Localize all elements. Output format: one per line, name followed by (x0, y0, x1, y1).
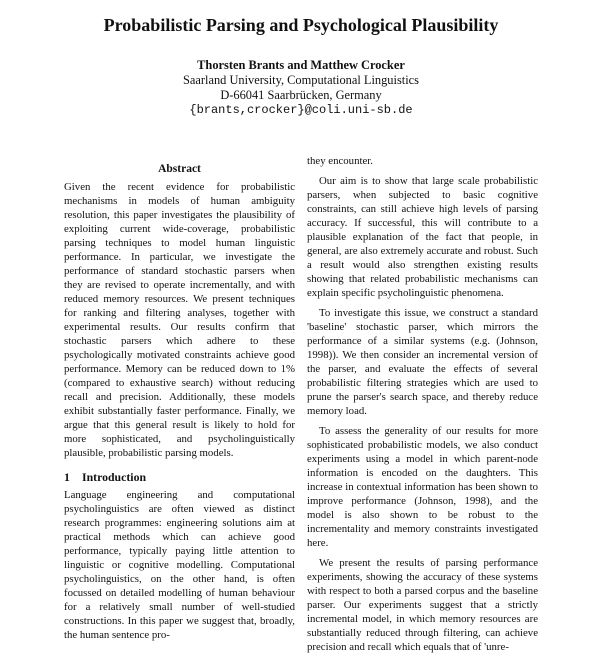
paragraph: Our aim is to show that large scale probabilistic parsers, when subjected to basic cognitive constraints, can still achieve high levels of parsing accuracy. If successful, this will contribute to a plausible explanation of the fact that people, in general, are also extremely accurate and robust. Such a result would also strengthen existing results showing that related probabilistic mechanisms can explain specific psycholinguistic phenomena. (307, 175, 538, 299)
affiliation: Saarland University, Computational Linguistics (183, 73, 419, 87)
authors: Thorsten Brants and Matthew Crocker (197, 58, 405, 72)
two-column-body (64, 155, 538, 660)
paper-title: Probabilistic Parsing and Psychological Plausibility (103, 15, 499, 35)
introduction-text: Language engineering and computational psycholinguistics are often viewed as distinct research programmes: engineering solutions aim at practical methods which can achieve good performance, typically paying little attention to linguistic or cognitive modelling. Computational psycholinguistics, on the other hand, is often focussed on detailed modelling of human behaviour for a relatively small number of well-studied constructions. In this paper we suggest that, broadly, the human sentence pro- (64, 489, 295, 641)
left-column (64, 162, 295, 660)
paragraph: To assess the generality of our results for more sophisticated probabilistic models, we also conduct experiments using a model in which parent-node information is encoded on the daughters. This increase in contextual information has been shown to improve performance (Johnson, 1998), and the model is also shown to be robust to the incrementality and memory constraints investigated here. (307, 425, 538, 549)
introduction-section (64, 488, 295, 642)
abstract-text: Given the recent evidence for probabilistic mechanisms in models of human ambiguity resolution, this paper investigates the plausibility of exploiting current wide-coverage, probabilistic parsing techniques to model human linguistic performance. In particular, we investigate the performance of standard stochastic parsers when they are revised to operate incrementally, and with reduced memory resources. We present techniques for ranking and filtering analyses, together with experimental results. Our results confirm that stochastic parsers which adhere to these psychologically motivated constraints achieve good performance. Memory can be reduced down to 1% (compared to exhaustive search) without reducing recall and precision. Additionally, these models exhibit substantially faster performance. Finally, we argue that this general result is likely to hold for more sophisticated, and psycholinguistically plausible, probabilistic parsing models. (64, 181, 295, 459)
paragraph: To investigate this issue, we construct a standard 'baseline' stochastic parser, which mirrors the performance of a similar systems (e.g. (Johnson, 1998)). We then consider an incremental version of the parser, and evaluate the effects of several probabilistic filtering strategies which are used to prune the parser's search space, and thereby reduce memory load. (307, 307, 538, 417)
section-heading-introduction (64, 470, 295, 484)
section-title: Introduction (82, 470, 147, 484)
continued-text: they encounter. (307, 155, 373, 167)
abstract-section (64, 162, 295, 460)
abstract-heading: Abstract (158, 163, 201, 175)
email-address: {brants,crocker}@coli.uni-sb.de (189, 103, 413, 117)
section-number: 1 (64, 470, 70, 484)
right-column (307, 154, 538, 660)
address: D-66041 Saarbrücken, Germany (220, 88, 382, 102)
paragraph: We present the results of parsing performance experiments, showing the accuracy of these systems with respect to both a parsed corpus and the baseline parser. Our experiments suggest that a strictly incremental model, in which memory resources are substantially reduced through filtering, can achieve precision and recall which equals that of 'unre- (307, 557, 538, 653)
